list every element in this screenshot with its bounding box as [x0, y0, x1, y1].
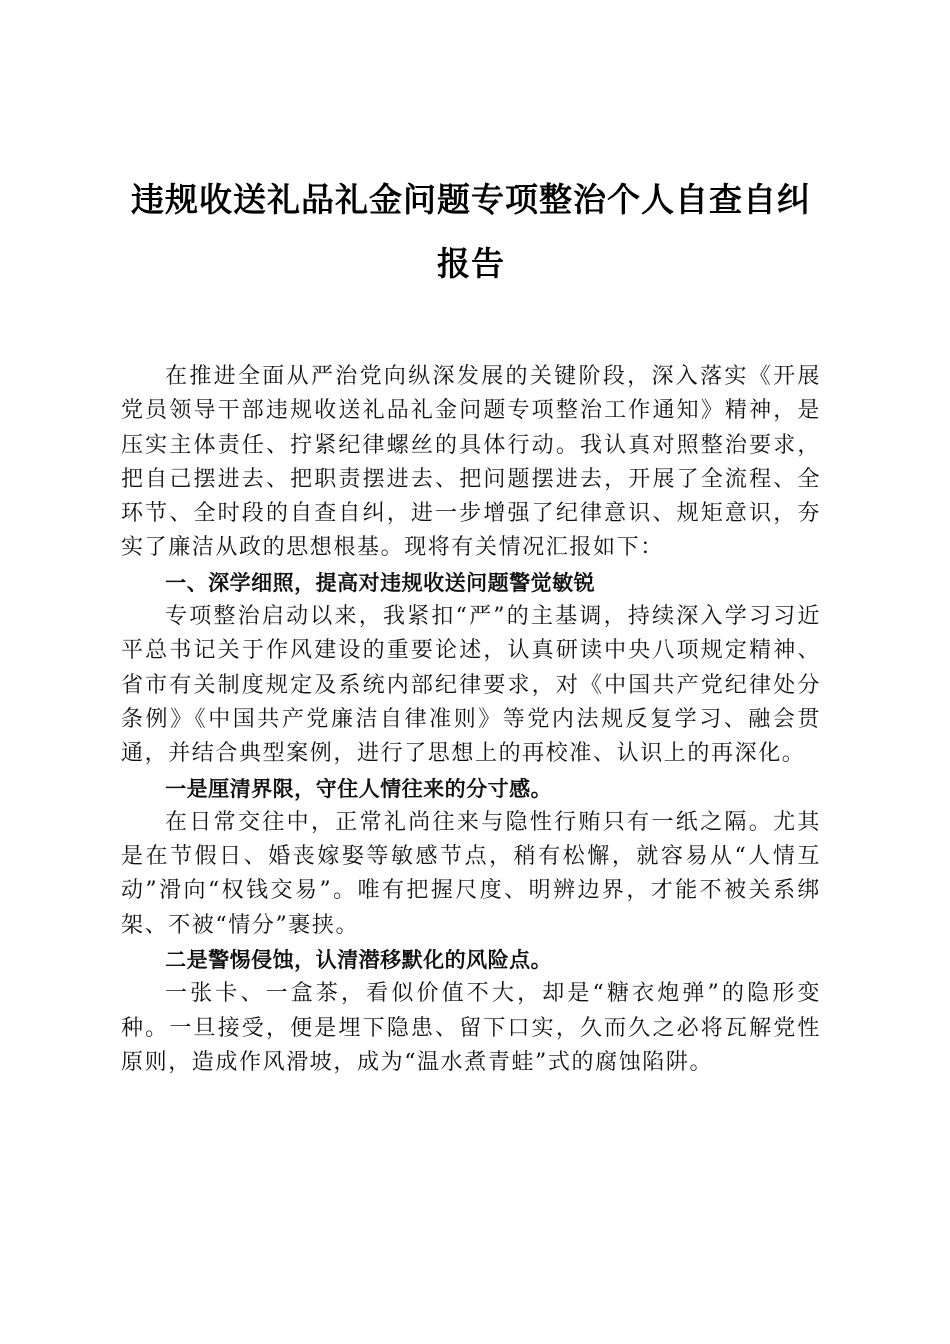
- section-1-paragraph: 专项整治启动以来，我紧扣“严”的主基调，持续深入学习习近平总书记关于作风建设的重要论述，认真研读中央八项规定精神、省市有关制度规定及系统内部纪律要求，对《中国共产党纪律处分条例》《中国共产党廉洁自律准则》等党内法规反复学习、融会贯通，并结合典型案例，进行了思想上的再校准、认识上的再深化。: [121, 604, 821, 767]
- document-page: [121, 168, 821, 1080]
- document-title: [121, 168, 821, 296]
- title-line-2: 报告: [437, 244, 505, 283]
- point-2-heading: 二是警惕侵蚀，认清潜移默化的风险点。: [165, 948, 553, 973]
- point-1-heading: 一是厘清界限，守住人情往来的分寸感。: [165, 776, 553, 801]
- document-body: [121, 360, 821, 1080]
- section-1-heading: 一、深学细照，提高对违规收送问题警觉敏锐: [165, 570, 596, 595]
- intro-paragraph: 在推进全面从严治党向纵深发展的关键阶段，深入落实《开展党员领导干部违规收送礼品礼金问题专项整治工作通知》精神，是压实主体责任、拧紧纪律螺丝的具体行动。我认真对照整治要求，把自己摆进去、把职责摆进去、把问题摆进去，开展了全流程、全环节、全时段的自查自纠，进一步增强了纪律意识、规矩意识，夯实了廉洁从政的思想根基。现将有关情况汇报如下：: [121, 364, 821, 561]
- point-2-paragraph: 一张卡、一盒茶，看似价值不大，却是“糖衣炮弹”的隐形变种。一旦接受，便是埋下隐患、留下口实，久而久之必将瓦解党性原则，造成作风滑坡，成为“温水煮青蛙”式的腐蚀陷阱。: [121, 981, 821, 1075]
- title-line-1: 违规收送礼品礼金问题专项整治个人自查自纠: [131, 180, 811, 219]
- point-1-paragraph: 在日常交往中，正常礼尚往来与隐性行贿只有一纸之隔。尤其是在节假日、婚丧嫁娶等敏感节点，稍有松懈，就容易从“人情互动”滑向“权钱交易”。唯有把握尺度、明辨边界，才能不被关系绑架、不被“情分”裹挟。: [121, 809, 821, 938]
